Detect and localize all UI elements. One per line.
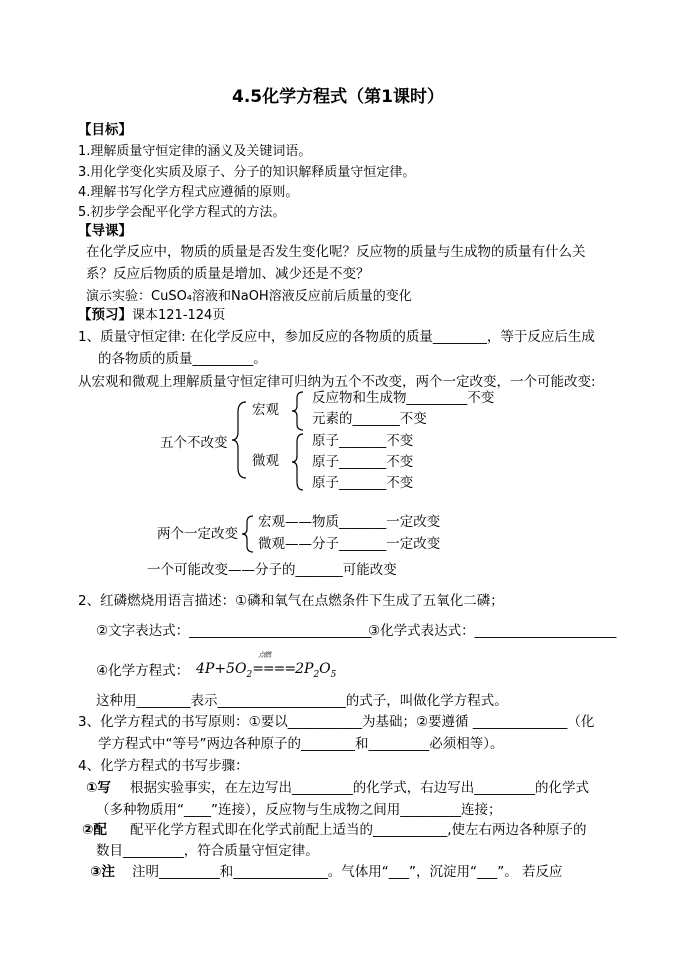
equation-label: ④化学方程式： bbox=[96, 663, 190, 679]
macro-brace-icon bbox=[290, 390, 306, 432]
step1-label: ①写 bbox=[86, 780, 111, 796]
q2-text: 2、红磷燃烧用语言描述：①磷和氧气在点燃条件下生成了五氧化二磷； bbox=[78, 593, 504, 609]
q4-text: 4、化学方程式的书写步骤： bbox=[78, 758, 249, 774]
condition-label: 点燃 bbox=[258, 651, 271, 659]
q3-text: 3、化学方程式的书写原则：①要以___________为基础；②要遵循 ______________（化 bbox=[78, 714, 595, 730]
goal-item: 4.理解书写化学方程式应遵循的原则。 bbox=[78, 185, 299, 200]
step2-label: ②配 bbox=[82, 822, 107, 838]
demo-text: 演示实验：CuSO₄溶液和NaOH溶液反应前后质量的变化 bbox=[86, 289, 412, 304]
micro-item: 原子_______不变 bbox=[312, 475, 414, 491]
step3-label: ③注 bbox=[90, 864, 115, 880]
q3-text: 学方程式中“等号”两边各种原子的________和_________必须相等）。 bbox=[98, 736, 504, 752]
big-brace-icon bbox=[230, 400, 250, 480]
macro-item: 元素的_______不变 bbox=[312, 411, 427, 427]
step2-text: 数目_________，符合质量守恒定律。 bbox=[96, 843, 319, 859]
macro-item: 反应物和生成物_________不变 bbox=[312, 390, 495, 406]
step2-text: 配平化学方程式即在化学式前配上适当的___________,使左右两边各种原子的 bbox=[130, 822, 587, 838]
q1-text: 1、质量守恒定律: 在化学反应中，参加反应的各物质的质量________，等于反应后生成 bbox=[78, 329, 595, 345]
macro-label: 宏观 bbox=[252, 402, 279, 418]
five-label: 五个不改变 bbox=[160, 435, 228, 451]
step1-text: （多种物质用“____”连接），反应物与生成物之间用_________连接； bbox=[96, 802, 502, 818]
preview-heading: 【预习】 bbox=[78, 307, 132, 323]
goal-item: 3.用化学变化实质及原子、分子的知识解释质量守恒定律。 bbox=[78, 165, 416, 180]
micro-brace-icon bbox=[290, 432, 306, 492]
micro-label: 微观 bbox=[252, 453, 279, 469]
two-brace-icon bbox=[240, 514, 256, 554]
q2-chem-eq: ③化学式表达式：_____________________ bbox=[368, 623, 617, 639]
goal-item: 1.理解质量守恒定律的涵义及关键词语。 bbox=[78, 144, 312, 159]
page-title: 4.5化学方程式（第1课时） bbox=[232, 87, 444, 107]
preview-line bbox=[78, 309, 225, 323]
two-item: 微观——分子_______一定改变 bbox=[258, 536, 441, 552]
chemical-equation: $4P+5O_2$ 点燃 $====2P_2O_5$ bbox=[196, 651, 337, 680]
micro-item: 原子_______不变 bbox=[312, 433, 414, 449]
preview-pages: 课本121-124页 bbox=[132, 308, 226, 323]
intro-text: 系？反应后物质的质量是增加、减少还是不变？ bbox=[86, 266, 370, 282]
goal-item: 5.初步学会配平化学方程式的方法。 bbox=[78, 205, 286, 220]
two-label: 两个一定改变 bbox=[157, 526, 238, 542]
one-line: 一个可能改变——分子的_______可能改变 bbox=[147, 562, 397, 578]
q2-word-eq: ②文字表达式：___________________________ bbox=[96, 623, 372, 639]
q2-text: 这种用________表示___________________的式子，叫做化学方程式。 bbox=[96, 693, 508, 709]
intro-heading: 【导课】 bbox=[78, 223, 132, 239]
intro-text: 在化学反应中，物质的质量是否发生变化呢？反应物的质量与生成物的质量有什么关 bbox=[86, 244, 586, 260]
goals-heading: 【目标】 bbox=[78, 122, 132, 138]
micro-item: 原子_______不变 bbox=[312, 454, 414, 470]
step1-text: 根据实验事实，在左边写出_________的化学式，右边写出_________的化学式 bbox=[130, 780, 589, 796]
step3-text: 注明_________和______________。气体用“___”，沉淀用“___”。 若反应 bbox=[132, 864, 563, 880]
q1-text: 从宏观和微观上理解质量守恒定律可归纳为五个不改变，两个一定改变，一个可能改变: bbox=[78, 374, 596, 390]
q1-text: 的各物质的质量_________。 bbox=[98, 351, 267, 367]
two-item: 宏观——物质_______一定改变 bbox=[258, 514, 441, 530]
